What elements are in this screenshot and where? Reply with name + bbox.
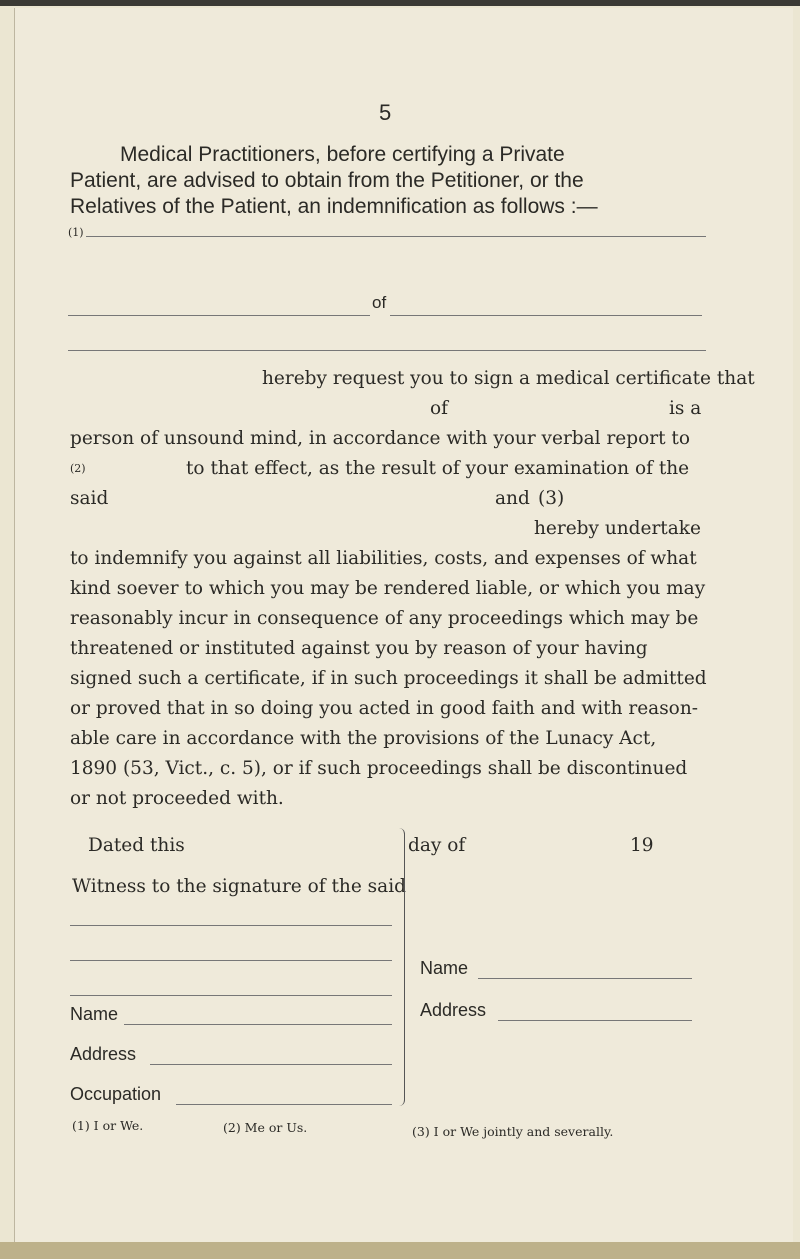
day-of-label: day of <box>408 835 466 856</box>
text-person: person of unsound mind, in accordance with your verbal report to <box>70 428 690 449</box>
para-line-4: threatened or instituted against you by reason of your having <box>70 638 648 659</box>
witness-blank-1 <box>70 925 392 926</box>
witness-occupation-label: Occupation <box>70 1084 162 1104</box>
text-request: hereby request you to sign a medical certificate that <box>262 368 755 389</box>
witness-blank-2 <box>70 960 392 961</box>
para-line-2: kind soever to which you may be rendered liable, or which you may <box>70 578 706 599</box>
witness-name-label: Name <box>70 1004 119 1024</box>
para-line-8: 1890 (53, Vict., c. 5), or if such proceedings shall be discontinued <box>70 758 688 779</box>
intro-line-3: Relatives of the Patient, an indemnification as follows :— <box>70 195 598 218</box>
para-line-9: or not proceeded with. <box>70 788 284 809</box>
marker-2: (2) <box>70 462 86 475</box>
witness-address-label: Address <box>70 1044 137 1064</box>
marker-1: (1) <box>68 226 84 239</box>
text-is-a: is a <box>669 398 702 419</box>
witness-address-line <box>150 1064 392 1065</box>
blank-line-2a <box>68 315 370 316</box>
signer-name-label: Name <box>420 958 469 978</box>
witness-occupation-line <box>176 1104 392 1105</box>
para-line-7: able care in accordance with the provisions of the Lunacy Act, <box>70 728 657 749</box>
witness-blank-3 <box>70 995 392 996</box>
intro-line-2: Patient, are advised to obtain from the Petitioner, or the <box>70 169 584 192</box>
para-line-3: reasonably incur in consequence of any proceedings which may be <box>70 608 699 629</box>
blank-line-1 <box>86 236 706 237</box>
top-edge <box>0 0 800 6</box>
signer-address-label: Address <box>420 1000 487 1020</box>
witness-heading: Witness to the signature of the said <box>72 876 406 897</box>
signer-address-line <box>498 1020 692 1021</box>
marker-3: (3) <box>538 488 565 509</box>
text-effect: to that effect, as the result of your examination of the <box>186 458 690 479</box>
signer-name-line <box>478 978 692 979</box>
blank-line-3 <box>68 350 706 351</box>
bottom-edge <box>0 1242 800 1259</box>
text-said: said <box>70 488 109 509</box>
dated-this-label: Dated this <box>88 835 185 856</box>
intro-paragraph <box>70 142 720 220</box>
intro-line-1: Medical Practitioners, before certifying a Private <box>120 143 565 166</box>
year-prefix: 19 <box>630 835 654 856</box>
witness-name-line <box>124 1024 392 1025</box>
text-undertake: hereby undertake <box>534 518 701 539</box>
text-of: of <box>430 398 448 419</box>
brace <box>396 828 405 1106</box>
footnote-2: (2) Me or Us. <box>223 1120 308 1135</box>
para-line-1: to indemnify you against all liabilities, costs, and expenses of what <box>70 548 697 569</box>
page-number: 5 <box>379 100 392 125</box>
footnote-3: (3) I or We jointly and severally. <box>412 1124 614 1139</box>
para-line-5: signed such a certificate, if in such proceedings it shall be admitted <box>70 668 707 689</box>
para-line-6: or proved that in so doing you acted in good faith and with reason- <box>70 698 698 719</box>
text-and: and <box>495 488 530 509</box>
of-label: of <box>372 293 387 312</box>
footnote-1: (1) I or We. <box>72 1118 144 1133</box>
blank-line-2b <box>390 315 702 316</box>
